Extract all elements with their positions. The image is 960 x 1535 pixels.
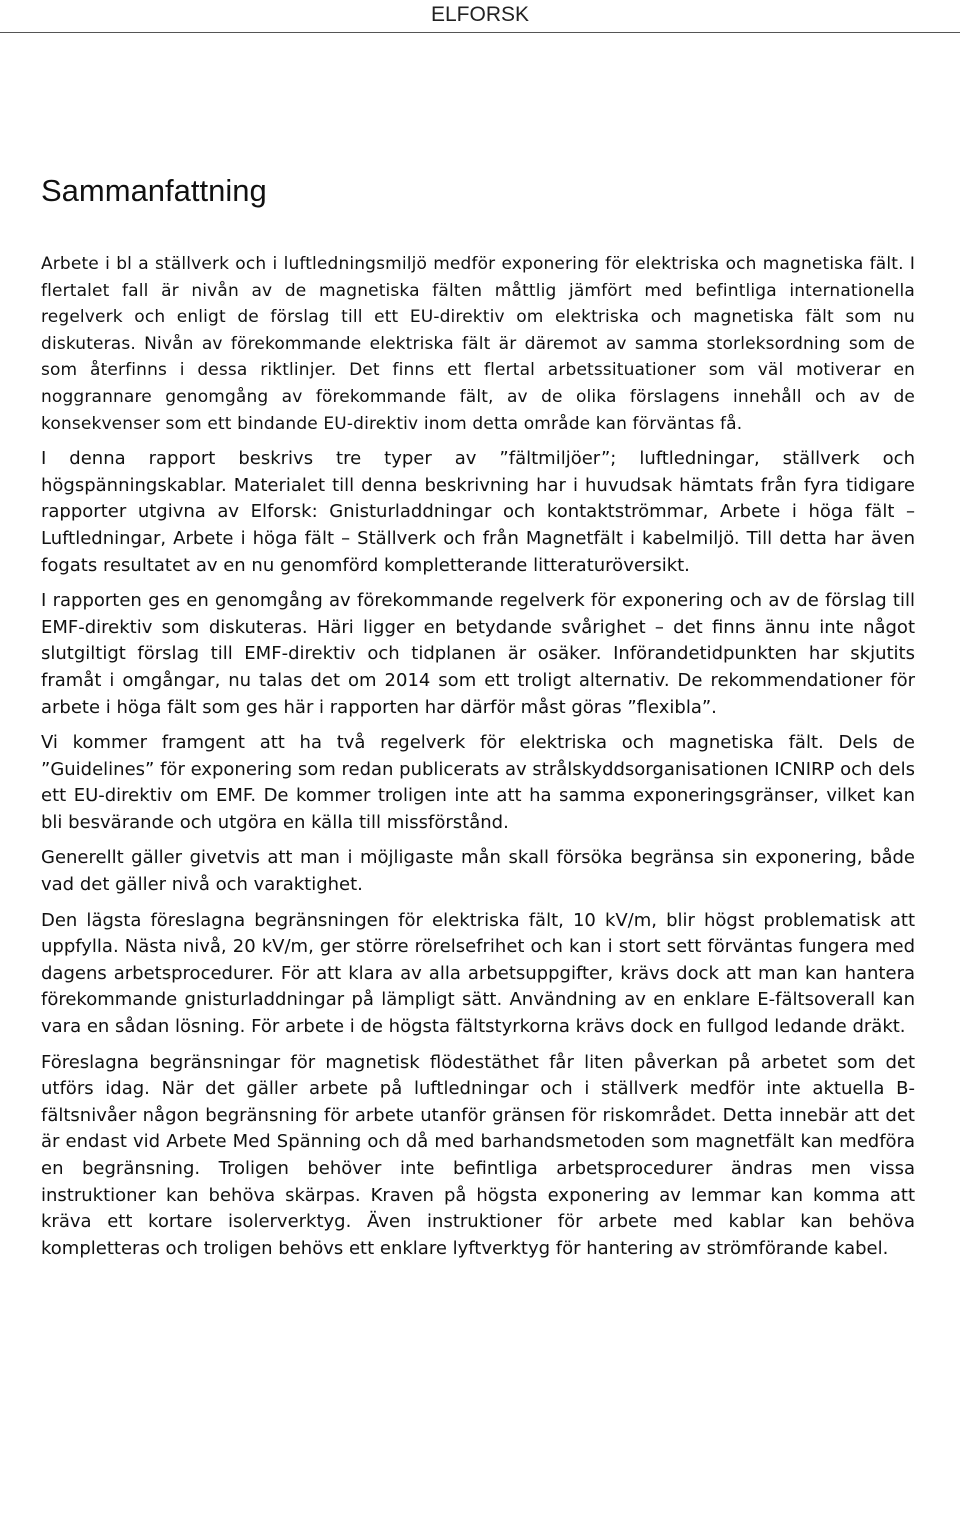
page-header — [0, 0, 960, 33]
section-heading: Sammanfattning — [41, 173, 267, 208]
paragraph-7: Föreslagna begränsningar för magnetisk flödestäthet får liten påverkan på arbetet som det utförs idag. När det gäller arbete på luftledningar och i ställverk medför inte aktuella B-fältsnivåer någon begränsning för arbete utanför gränsen för riskområdet. Detta innebär att det är endast vid Arbete Med Spänning och då med barhandsmetoden som magnetfält kan medföra en begränsning. Troligen behöver inte befintliga arbetsprocedurer ändras men vissa instruktioner kan behöva skärpas. Kraven på högsta exponering av lemmar kan komma att kräva ett kortare isolerverktyg. Även instruktioner för arbete med kablar kan behöva kompletteras och troligen behövs ett enklare lyftverktyg för hantering av strömförande kabel. — [41, 1051, 915, 1259]
summary-body — [41, 251, 915, 1262]
paragraph-5: Generellt gäller givetvis att man i möjligaste mån skall försöka begränsa sin exponering, både vad det gäller nivå och varaktighet. — [41, 847, 915, 896]
header-title: ELFORSK — [430, 3, 530, 26]
paragraph-1: Arbete i bl a ställverk och i luftledningsmiljö medför exponering för elektriska och magnetiska fält. I flertalet fall är nivån av de magnetiska fälten måttlig jämfört med befintliga internationella regelverk och enligt de förslag till ett EU-direktiv om elektriska och magnetiska fält som nu diskuteras. Nivån av förekommande elektriska fält är däremot av samma storleksordning som de som återfinns i dessa riktlinjer. Det finns ett flertal arbetssituationer som väl motiverar en noggrannare genomgång av förekommande fält, av de olika förslagens innehåll och av de konsekvenser som ett bindande EU-direktiv inom detta område kan förväntas få. — [41, 254, 915, 434]
paragraph-3: I rapporten ges en genomgång av förekommande regelverk för exponering och av de förslag till EMF-direktiv som diskuteras. Häri ligger en betydande svårighet – det finns ännu inte något slutgiltigt förslag till EMF-direktiv och tidplanen är osäker. Införandetidpunkten har skjutits framåt i omgångar, nu talas det om 2014 som ett troligt alternativ. De rekommendationer för arbete i höga fält som ges här i rapporten har därför måst göras ”flexibla”. — [41, 590, 915, 718]
paragraph-4: Vi kommer framgent att ha två regelverk för elektriska och magnetiska fält. Dels de ”Guidelines” för exponering som redan publicerats av strålskyddsorganisationen ICNIRP och dels ett EU-direktiv om EMF. De kommer troligen inte att ha samma exponeringsgränser, vilket kan bli besvärande och utgöra en källa till missförstånd. — [41, 732, 916, 833]
paragraph-6: Den lägsta föreslagna begränsningen för elektriska fält, 10 kV/m, blir högst problematisk att uppfylla. Nästa nivå, 20 kV/m, ger större rörelsefrihet och kan i stort sett förväntas fungera med dagens arbetsprocedurer. För att klara av alla arbetsuppgifter, krävs dock att man kan hantera förekommande gnisturladdningar på lämpligt sätt. Användning av en enklare E-fältsoverall kan vara en sådan lösning. För arbete i de högsta fältstyrkorna krävs dock en fullgod ledande dräkt. — [41, 909, 915, 1038]
paragraph-2: I denna rapport beskrivs tre typer av ”fältmiljöer”; luftledningar, ställverk och högspänningskablar. Materialet till denna beskrivning har i huvudsak hämtats från fyra tidigare rapporter utgivna av Elforsk: Gnisturladdningar och kontaktströmmar, Arbete i höga fält – Luftledningar, Arbete i höga fält – Ställverk och från Magnetfält i kabelmiljö. Till detta har även fogats resultatet av en nu genomförd kompletterande litteraturöversikt. — [41, 448, 915, 576]
